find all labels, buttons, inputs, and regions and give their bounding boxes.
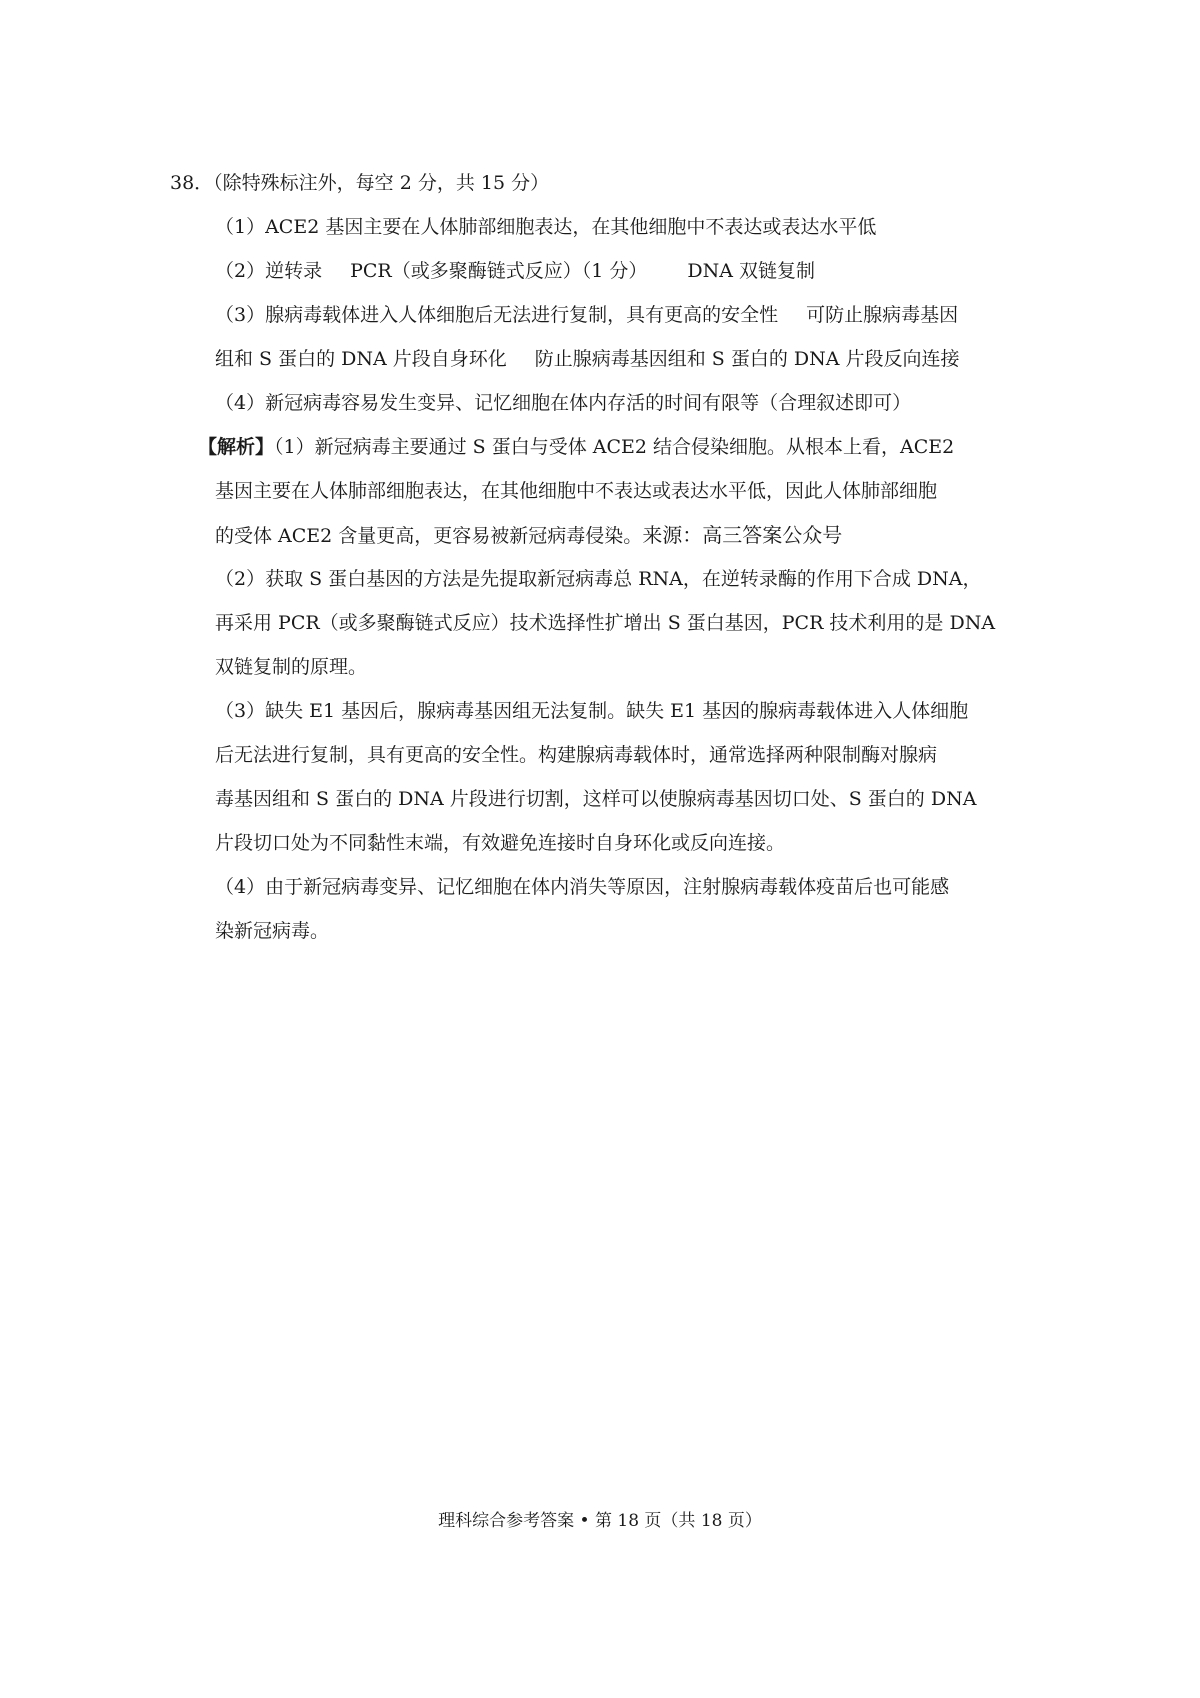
- answer-3-blank-3: 防止腺病毒基因组和 S 蛋白的 DNA 片段反向连接: [534, 348, 960, 370]
- answer-3-line-2: [215, 347, 960, 371]
- analysis-p1-line-2: 基因主要在人体肺部细胞表达，在其他细胞中不表达或表达水平低，因此人体肺部细胞: [215, 480, 938, 502]
- analysis-p1-text-3: 的受体 ACE2 含量更高，更容易被新冠病毒侵染。: [215, 525, 643, 547]
- answer-2: [215, 259, 815, 283]
- analysis-p3-line-4: 片段切口处为不同黏性末端，有效避免连接时自身环化或反向连接。: [215, 832, 786, 854]
- analysis-p3-line-1: （3）缺失 E1 基因后，腺病毒基因组无法复制。缺失 E1 基因的腺病毒载体进入人体细胞: [215, 700, 969, 722]
- analysis-p1-line-1: [198, 435, 954, 459]
- analysis-p3-line-3: 毒基因组和 S 蛋白的 DNA 片段进行切割，这样可以使腺病毒基因切口处、S 蛋白的 DNA: [215, 788, 977, 810]
- answer-2-blank-2: PCR（或多聚酶链式反应）（1 分）: [350, 260, 648, 282]
- answer-3-line-1: [215, 303, 958, 327]
- answer-1: （1）ACE2 基因主要在人体肺部细胞表达，在其他细胞中不表达或表达水平低: [215, 216, 877, 238]
- analysis-p1-text-1: （1）新冠病毒主要通过 S 蛋白与受体 ACE2 结合侵染细胞。从根本上看，ACE2: [274, 436, 955, 458]
- analysis-label: 【解析】: [198, 436, 275, 458]
- analysis-p1-line-3: [215, 523, 842, 548]
- page-footer: 理科综合参考答案 • 第 18 页（共 18 页）: [438, 1511, 762, 1531]
- analysis-p2-line-2: 再采用 PCR（或多聚酶链式反应）技术选择性扩增出 S 蛋白基因，PCR 技术利用的是 DNA: [215, 612, 996, 634]
- answer-4: （4）新冠病毒容易发生变异、记忆细胞在体内存活的时间有限等（合理叙述即可）: [215, 392, 912, 414]
- answer-3-blank-2-end: 组和 S 蛋白的 DNA 片段自身环化: [215, 348, 507, 370]
- answer-2-blank-1: （2）逆转录: [215, 260, 323, 282]
- analysis-p2-line-3: 双链复制的原理。: [215, 656, 368, 678]
- analysis-p2-line-1: （2）获取 S 蛋白基因的方法是先提取新冠病毒总 RNA，在逆转录酶的作用下合成 DNA，: [215, 568, 982, 590]
- answer-3-blank-1: （3）腺病毒载体进入人体细胞后无法进行复制，具有更高的安全性: [215, 304, 779, 326]
- source-watermark: 来源：高三答案公众号: [642, 523, 843, 547]
- analysis-p4-line-1: （4）由于新冠病毒变异、记忆细胞在体内消失等原因，注射腺病毒载体疫苗后也可能感: [215, 876, 950, 898]
- analysis-p3-line-2: 后无法进行复制，具有更高的安全性。构建腺病毒载体时，通常选择两种限制酶对腺病: [215, 744, 938, 766]
- analysis-p4-line-2: 染新冠病毒。: [215, 920, 330, 942]
- answer-2-blank-3: DNA 双链复制: [687, 260, 815, 282]
- question-header: 38．（除特殊标注外，每空 2 分，共 15 分）: [170, 172, 550, 194]
- answer-3-blank-2-start: 可防止腺病毒基因: [806, 304, 959, 326]
